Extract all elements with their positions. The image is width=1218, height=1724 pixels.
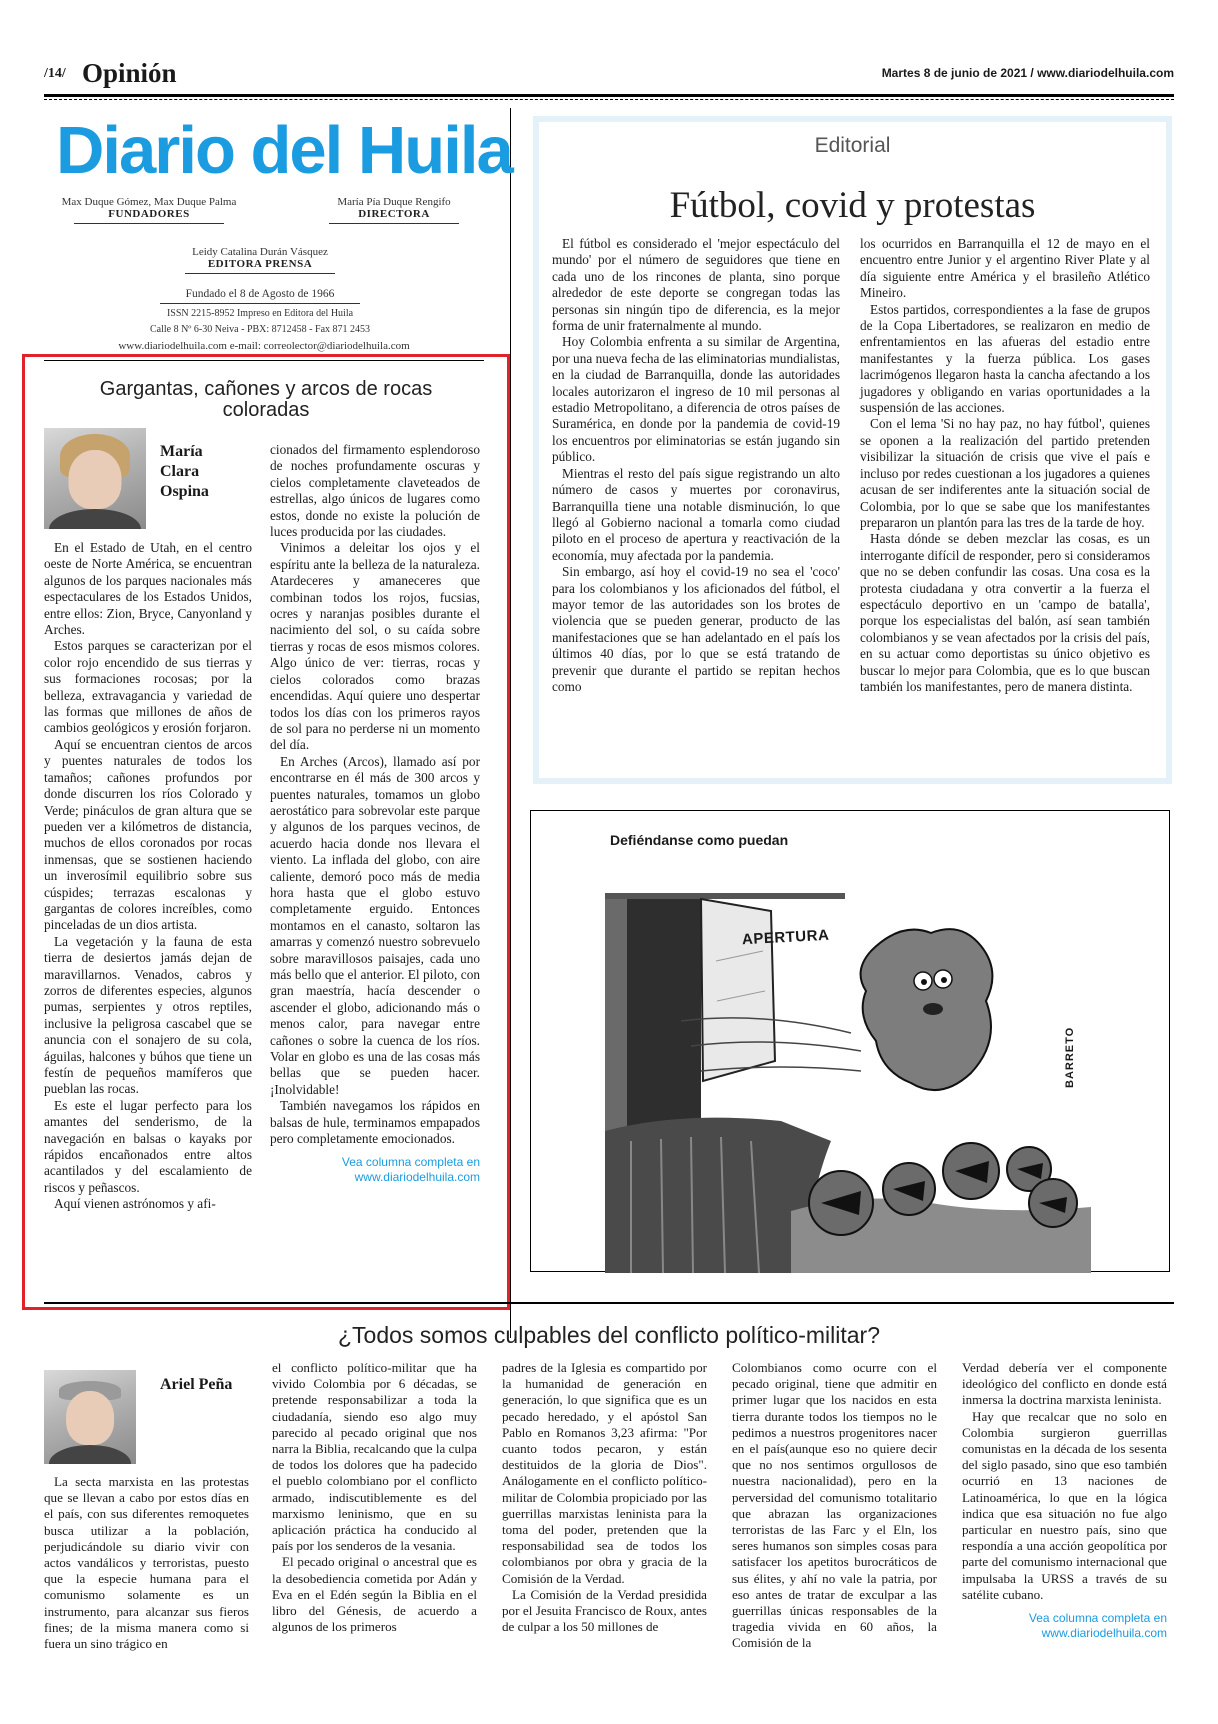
bottom-text-5 [962,1360,1167,1641]
shoulders-shape [49,509,141,529]
newspaper-logo: Diario del Huila [56,113,512,188]
editor-name: Leidy Catalina Durán Vásquez [192,246,328,258]
contact-line[interactable]: www.diariodelhuila.com e-mail: correolector@diariodelhuila.com [118,340,410,352]
editorial-text-b [860,236,1150,695]
paragraph: Hoy Colombia enfrenta a su similar de Argentina, por una nueva fecha de las eliminatorias mundialistas, en la ciudad de Barranquilla, donde las autoridades locales autorizaron el ingreso de 10 mil personas al estadio Metropolitano, a diferencia de otros países de Suramérica, en donde por la pandemia de covid-19 los encuentros por eliminatorias se están jugando sin público. [552,334,841,465]
founded-underline [160,303,360,304]
face-shape [66,1391,114,1446]
author-photo [44,428,146,529]
paragraph: El fútbol es considerado el 'mejor espectáculo del mundo' por el número de seguidores que tiene en cada uno de los rincones de planta, sino porque alrededor de este deporte se congregan todas las personas sin ningún tipo de diferencia, es la mejor forma de unir fraternalmente al mundo. [552,236,840,334]
paragraph: El pecado original o ancestral que es la desobediencia cometida por Adán y Eva en el Edén según la Biblia en el libro del Génesis, de acuerdo a algunos de los primeros [272,1554,477,1635]
paragraph: Colombianos como ocurre con el pecado original, tiene que admitir en primer lugar que los nacidos en esta tierra durante todos los tiempos no le pedimos a nuestros progenitores nacer en el país(aunque eso no quiere decir que no nos sentimos orgullosos de nuestra nacionalidad), pero en la perversidad del comunismo totalitario que abrazan las organizaciones terroristas de las Farc y el Eln, los seres humanos son simples cosas para satisfacer los apetitos burocráticos de sus élites, y ahí no vale la patria, por eso antes de tratar de exculpar a las guerrillas únicas responsables de la tragedia vivida en 60 años, la Comisión de la [732,1360,937,1651]
read-more-link[interactable] [270,1155,480,1185]
paragraph: Estos partidos, correspondientes a la fase de grupos de la Copa Libertadores, se realizaron en medio de enfrentamientos en las afueras del estadio entre manifestantes y la fuerza pública. Los gases lacrimógenos llegaron hasta la cancha afectando a los jugadores y obligando en varias oportunidades a la suspensión de las acciones. [860,301,1150,416]
paragraph: Hay que recalcar que no solo en Colombia surgieron guerrillas comunistas en la década de los sesenta del siglo pasado, sino que eso también ocurrió en 13 naciones de Latinoamérica, lo que en la lógica indica que esa situación no fue algo particular en nuestro país, sino que respondía a una acción geopolítica por parte del comunismo internacional que impulsaba la URSS a través de su satélite cubano. [962,1408,1167,1602]
cartoonist-signature: BARRETO [1064,1026,1076,1088]
author-photo [44,1370,136,1464]
paragraph: Verdad debería ver el componente ideológico del conflicto en donde está inmersa la doctrina marxista leninista. [962,1360,1167,1408]
paragraph: padres de la Iglesia es compartido por la humanidad de generación en generación, lo que significa que es un pecado heredado, y el apóstol San Pablo en Romanos 3,23 afirma: "Por cuanto todos pecaron, y están destituidos de la gloria de Dios". Análogamente en el conflicto político-militar de Colombia propiciado por las guerrillas marxistas leninista para la toma del poder, pretenden que la responsabilidad sea de todos los colombianos por obra y gracia de la Comisión de la Verdad. [502,1360,707,1586]
column-text-b [270,442,480,1185]
door-lintel [605,893,845,899]
paragraph: Aquí vienen astrónomos y afi- [54,1196,216,1212]
read-more-url: www.diariodelhuila.com [1041,1626,1167,1641]
read-more-label: Vea columna completa en [1028,1611,1167,1626]
director-block [304,196,484,224]
door-sign: APERTURA [741,926,830,949]
bottom-text-1 [44,1474,249,1652]
paragraph: Con el lema 'Si no hay paz, no hay fútbol', quienes se oponen a la realización del partido pretenden visibilizar la situación de crisis que vive el país e incluso por redes cuestionan a los jugadores a quienes acusan de ser indiferentes ante la situación social de Colombia, por lo que se sabe que los manifestantes prepararon un plantón para las tres de la tarde de hoy. [860,416,1150,530]
column-title: Gargantas, cañones y arcos de rocas coloradas [99,378,433,421]
header-dashed-rule [44,99,1174,100]
director-role: DIRECTORA [358,208,430,220]
page-number: /14/ [44,66,66,81]
column-text-a [44,540,252,1213]
paragraph: Aquí se encuentran cientos de arcos y puentes naturales de todos los tamaños; cañones profundos por donde discurren los ríos Colorado y Verde; pináculos de gran altura que se pueden ver a kilómetros de distancia, muchos de ellos coronados por rocas inmensas, que se sostienen haciendo un inverosímil equilibrio sobre sus cúspides; terrazas escalonas y gargantas de colores increíbles, como pinceladas de un dios artista. [44,736,252,933]
paragraph: La secta marxista en las protestas que se llevan a cabo por estos días en el país, con sus diferentes remoquetes busca utilizar a la población, perjudicándole su diario vivir con actos vandálicos y terroristas, puesto que la especie humana para el comunismo solamente es un instrumento, para alcanzar sus fieros fines; de la misma manera como si fuera un sino trágico en [44,1474,249,1652]
figure-pupil [921,979,927,985]
figure-pupil [941,977,947,983]
founders-block [44,196,254,224]
column-author: María Clara Ospina [160,443,209,500]
figure-mouth [923,1003,943,1015]
read-more-link[interactable] [962,1611,1167,1641]
paragraph: Es este el lugar perfecto para los amantes del senderismo, de la navegación en balsas o kayaks por rápidos encañonados entre altos acantilados y del escalamiento de riscos y peñascos. [44,1097,252,1195]
founded-text: Fundado el 8 de Agosto de 1966 [185,288,335,300]
bottom-text-3 [502,1360,707,1635]
read-more-url: www.diariodelhuila.com [354,1170,480,1185]
paragraph: Hasta dónde se deben mezclar las cosas, es un interrogante difícil de responder, pero si consideramos que no se deben confundir las cosas. Una cosa es la protesta ciudadana y otra convertir a la fuerza el espectáculo deportivo en un 'campo de batalla', porque los especialistas del balón, así sean también colombianos y se vean afectados por la crisis del país, en su actuar como deportistas su único objetivo es buscar lo mejor para Colombia, que es lo que buscan también los manifestantes, pero de manera distinta. [860,531,1150,694]
cartoon-caption: Defiéndanse como puedan [610,832,789,848]
date-and-site: Martes 8 de junio de 2021 / www.diariodelhuila.com [881,66,1174,80]
founders-names: Max Duque Gómez, Max Duque Palma [61,196,237,208]
founded-date [160,288,360,304]
editor-block [160,246,360,274]
paragraph: cionados del firmamento esplendoroso de noches profundamente oscuras y cielos completamente claveteados de estrellas, algo únicos de lugares como estos, donde no existe la polución de luces producida por las ciudades. [270,442,480,540]
director-name: María Pía Duque Rengifo [337,196,451,208]
open-door [701,899,775,1081]
paragraph: También navegamos los rápidos en balsas de hule, terminamos empapados pero completamente emocionados. [270,1098,480,1147]
dark-doorway [627,899,701,1131]
paragraph: el conflicto político-militar que ha vivido Colombia por 6 décadas, se pretende responsabilizar a toda la ciudadanía, siendo eso algo muy parecido al pecado original que nos narra la Biblia, recalcando que la culpa de todos los dolores que ha padecido el pueblo colombiano por el conflicto armado, indiscutiblemente es del marxismo leninismo, que en su aplicación práctica ha conducido al país por los senderos de la vesania. [272,1360,477,1554]
address-text: Calle 8 Nº 6-30 Neiva - PBX: 8712458 - Fax 871 2453 [149,324,371,335]
paragraph: Vinimos a deleitar los ojos y el espíritu ante la belleza de la naturaleza. Atardeceres y amaneceres que combinan todos los rojos, fucsias, ocres y naranjas posibles durante el nacimiento del sol, o su caída sobre tierras y rocas de esos mismos colores. Algo único de ver: tierras, rocas y cielos colorados como brazas encendidas. Aquí quiere uno despertar todos los días con los primeros rayos de sol para no perderse ni un momento del día. [270,540,480,753]
column-divider [510,108,511,1338]
issn-text: ISSN 2215-8952 Impreso en Editora del Huila [166,308,354,319]
shoulders-shape [49,1445,132,1464]
paragraph: La Comisión de la Verdad presidida por el Jesuita Francisco de Roux, antes de culpar a los 50 millones de [502,1586,707,1635]
bottom-rule [44,1302,1174,1304]
publication-info [120,306,400,338]
bottom-article-author: Ariel Peña [160,1376,233,1393]
bottom-text-4 [732,1360,937,1652]
header-rule [44,94,1174,97]
paragraph: En el Estado de Utah, en el centro oeste de Norte América, se encuentran algunos de los parques nacionales más espectaculares de los Estados Unidos, entre ellos: Zion, Bryce, Canyonland y Arches. [44,540,252,638]
section-title: Opinión [82,58,177,88]
wall-left [605,899,627,1131]
face-shape [68,450,121,509]
paragraph: La vegetación y la fauna de esta tierra de desiertos jamás dejan de maravillarnos. Venados, cabros y zorros de diferentes especies, algunos pumas, serpientes y otros reptiles, inclusive la peligrosa cascabel que se anuncia con el sonajero de su cola, águilas, halcones y búhos que tiene un festín de pequeños mamíferos que pueblan las rocas. [44,933,252,1097]
bottom-article-title: ¿Todos somos culpables del conflicto político-militar? [337,1322,881,1348]
read-more-label: Vea columna completa en [341,1155,480,1170]
paragraph: Mientras el resto del país sigue registrando un alto número de casos y muertes por coronavirus, Barranquilla tiene una notable disminución, lo que llegó al Gobierno nacional a tomarla como ciudad piloto en el proceso de apertura y reactivación de la economía, muy afectada por la pandemia. [552,465,840,563]
bottom-text-2 [272,1360,477,1635]
editor-underline [185,273,335,274]
founders-underline [74,223,224,224]
paragraph: En Arches (Arcos), llamado así por encontrarse en él más de 300 arcos y puentes naturales, tomamos un globo aerostático para sobrevolar este parque y algunos de los parques vecinos, de acuerdo hacia donde nos llevara el viento. La inflada del globo, con aire caliente, demoró poco más de media hora hasta que el globo estuvo completamente erguido. Entonces montamos en el canasto, soltaron las amarras y comenzó nuestro sobrevuelo sobre maravillosos paisajes, cada uno más bello que el anterior. El piloto, con gran maestría, hacía descender o ascender el globo, adicionando más o menos calor, para navegar entre cañones o sobre la cuenca de los ríos. Volar en globo es una de las cosas más bellas que se pueden hacer. ¡Inolvidable! [270,753,480,1097]
director-underline [329,223,459,224]
paragraph: Estos parques se caracterizan por el color rojo encendido de sus tierras y sus formaciones rocosas; por la belleza, extravagancia y variedad de las formas que millones de años de cambios geológicos y erosión forjaron. [44,638,252,736]
editorial-label: Editorial [814,134,891,157]
paragraph: Sin embargo, así hoy el covid-19 no sea el 'coco' para los colombianos y los aficionados del fútbol, el mayor temor de las autoridades son los brotes de violencia que se pueden generar, producto de las manifestaciones que se han adelantado en el país los últimos 40 días, por lo que se está tratando de prevenir que durante el partido se repitan hechos como [552,564,840,694]
paragraph: los ocurridos en Barranquilla el 12 de mayo en el encuentro entre Junior y el argentino River Plate y al día siguiente entre América y el brasileño Atlético Mineiro. [860,236,1150,301]
editor-role: EDITORA PRENSA [207,258,313,270]
editorial-title: Fútbol, covid y protestas [669,185,1036,226]
editorial-text-a [552,236,840,695]
founders-role: FUNDADORES [108,208,190,220]
